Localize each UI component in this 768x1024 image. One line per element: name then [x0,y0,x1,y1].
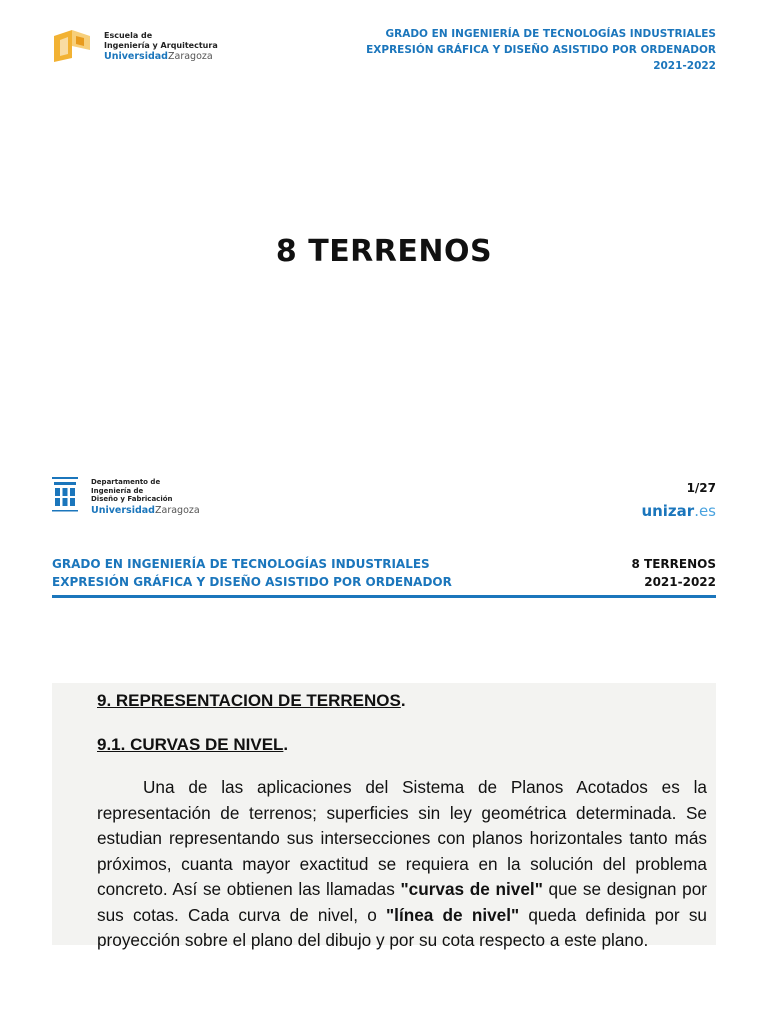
subsection-heading [97,735,288,755]
subsection-heading-text: 9.1. CURVAS DE NIVEL [97,735,284,754]
content-scan [52,683,716,950]
department-line-3: Diseño y Fabricación [91,495,173,503]
school-logo-icon [52,28,92,62]
department-line-2: Ingeniería de [91,486,144,495]
slide-program: GRADO EN INGENIERÍA DE TECNOLOGÍAS INDUSTRIALES [52,557,430,571]
header-year: 2021-2022 [653,60,716,72]
header-course-info [366,26,716,74]
university-city: Zaragoza [167,51,213,62]
university-name [104,51,218,63]
department-university [91,504,200,518]
section-heading [97,691,406,711]
department-university-bold: Universidad [91,504,155,516]
page-title: 8 TERRENOS [275,234,493,269]
unizar-tld: .es [694,502,716,520]
slide-topic: 8 TERRENOS [631,557,716,571]
department-line-1: Departamento de [91,478,161,486]
term-curvas-de-nivel: "curvas de nivel" [400,879,543,899]
unizar-main: unizar [641,502,695,520]
page-number: 1/27 [686,481,716,495]
slide-course: EXPRESIÓN GRÁFICA Y DISEÑO ASISTIDO POR ORDENADOR [52,575,452,589]
slide-year: 2021-2022 [644,575,716,589]
paragraph-part-3: queda definida por su proyección sobre el plano del dibujo y por su cota respecto a este plano. [97,904,707,950]
university-bold: Universidad [104,51,168,62]
header-course: EXPRESIÓN GRÁFICA Y DISEÑO ASISTIDO POR ORDENADOR [366,44,716,56]
header-divider [52,595,716,598]
paragraph-part-2: que se designan por sus cotas. Cada curva de nivel, o [97,879,708,925]
department-logo-icon [52,477,78,515]
school-line-1: Escuela de [104,31,153,40]
school-name [104,31,218,63]
section-heading-text: 9. REPRESENTACION DE TERRENOS [97,691,401,710]
school-line-2: Ingeniería y Arquitectura [104,41,218,50]
department-name [91,478,200,518]
paragraph-part-1: Una de las aplicaciones del Sistema de Planos Acotados es la representación de terrenos; superficies sin ley geométrica determinada. Se estudian representando sus intersecciones con planos horizontales tanto más próximos, cuanta mayor exactitud se requiera en la solución del problema concreto. Así se obtienen las llamadas [97,777,707,899]
section-heading-dot: . [400,691,406,710]
term-linea-de-nivel: "línea de nivel" [386,904,520,925]
header-program: GRADO EN INGENIERÍA DE TECNOLOGÍAS INDUSTRIALES [385,28,716,40]
body-paragraph [97,775,707,954]
unizar-link[interactable] [641,502,716,520]
subsection-heading-dot: . [283,735,289,754]
slide-course-info [52,555,452,591]
slide-topic-info [632,555,716,591]
department-university-city: Zaragoza [154,504,200,516]
